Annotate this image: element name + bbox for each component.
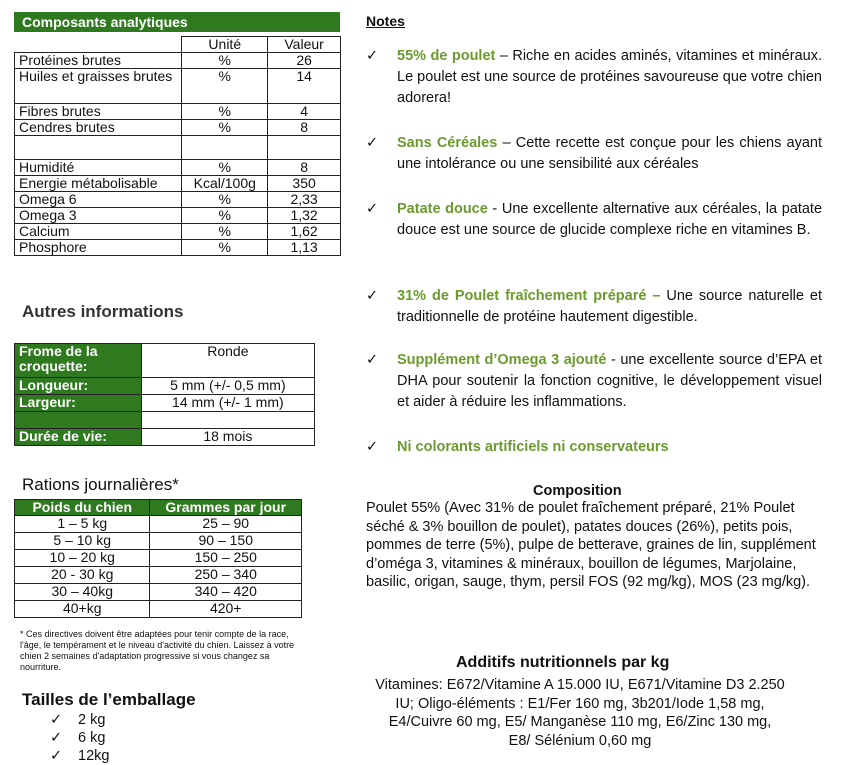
rations-table	[14, 499, 302, 618]
analytics-unit: %	[182, 224, 268, 240]
analytics-name: Cendres brutes	[15, 120, 182, 136]
info-value: 18 mois	[141, 429, 314, 446]
col-grams: Grammes par jour	[150, 500, 302, 516]
packaging-item	[50, 747, 109, 765]
analytics-value: 350	[268, 176, 341, 192]
analytics-name: Humidité	[15, 160, 182, 176]
ration-weight: 1 – 5 kg	[15, 516, 150, 533]
analytics-name: Fibres brutes	[15, 104, 182, 120]
packaging-size: 12kg	[78, 748, 110, 764]
analytics-name	[15, 136, 182, 160]
analytics-table	[14, 36, 341, 256]
rations-row	[15, 584, 302, 601]
analytics-row	[15, 160, 341, 176]
ration-weight: 30 – 40kg	[15, 584, 150, 601]
composition-title: Composition	[533, 483, 622, 499]
analytics-value: 1,62	[268, 224, 341, 240]
other-info-table	[14, 343, 315, 446]
analytics-unit	[182, 136, 268, 160]
ration-weight: 5 – 10 kg	[15, 533, 150, 550]
col-value: Valeur	[268, 37, 341, 53]
ration-grams: 90 – 150	[150, 533, 302, 550]
info-value: Ronde	[141, 344, 314, 378]
analytics-row	[15, 224, 341, 240]
analytics-name: Protéines brutes	[15, 53, 182, 69]
notes-title: Notes	[366, 13, 405, 29]
info-value: 14 mm (+/- 1 mm)	[141, 395, 314, 412]
analytics-value: 1,32	[268, 208, 341, 224]
analytics-unit: %	[182, 192, 268, 208]
analytics-row	[15, 208, 341, 224]
packaging-size: 2 kg	[78, 712, 106, 728]
check-icon: ✓	[366, 201, 379, 217]
note-highlight: 55% de poulet	[397, 48, 496, 64]
analytics-value: 14	[268, 69, 341, 104]
ration-weight: 10 – 20 kg	[15, 550, 150, 567]
ration-weight: 20 - 30 kg	[15, 567, 150, 584]
analytics-value	[268, 136, 341, 160]
analytics-value: 26	[268, 53, 341, 69]
check-icon: ✓	[366, 352, 379, 368]
analytics-row	[15, 104, 341, 120]
analytics-name: Omega 6	[15, 192, 182, 208]
check-icon: ✓	[50, 730, 63, 746]
info-label: Longueur:	[15, 378, 142, 395]
analytics-row	[15, 176, 341, 192]
note-body	[397, 133, 822, 175]
rations-row	[15, 550, 302, 567]
packaging-item	[50, 729, 109, 747]
packaging-item	[50, 711, 109, 729]
info-value	[141, 412, 314, 429]
analytics-row	[15, 136, 341, 160]
note-text: – Cette recette est conçue pour les chiens ayant une intolérance ou une sensibilité aux céréales	[397, 135, 822, 172]
analytics-row	[15, 192, 341, 208]
check-icon: ✓	[366, 48, 379, 64]
info-row	[15, 412, 315, 429]
analytics-unit: %	[182, 160, 268, 176]
rations-footnote: * Ces directives doivent être adaptées pour tenir compte de la race, l'âge, le tempérament et le niveau d'activité du chien. Laissez à votre chien 2 semaines d'adaptation progressive si vous changez sa nourriture.	[20, 629, 295, 672]
col-weight: Poids du chien	[15, 500, 150, 516]
rations-row	[15, 533, 302, 550]
check-icon: ✓	[366, 135, 379, 151]
packaging-title: Tailles de l’emballage	[22, 690, 196, 709]
additives-text	[330, 676, 830, 750]
note-item	[366, 199, 822, 241]
note-text: – Riche en acides aminés, vitamines et minéraux. Le poulet est une source de protéines savoureuse que votre chien adorera!	[397, 48, 822, 106]
note-text: - Une excellente alternative aux céréales, la patate douce est une source de glucide complexe riche en vitamines B.	[397, 201, 823, 238]
note-item	[366, 286, 822, 328]
ration-grams: 420+	[150, 601, 302, 618]
analytics-unit: %	[182, 240, 268, 256]
note-highlight: 31% de Poulet fraîchement préparé –	[397, 288, 661, 304]
analytics-unit: %	[182, 208, 268, 224]
note-item	[366, 46, 822, 109]
rations-title: Rations journalières*	[22, 475, 179, 494]
info-label: Durée de vie:	[15, 429, 142, 446]
check-icon: ✓	[50, 748, 63, 764]
ration-grams: 250 – 340	[150, 567, 302, 584]
note-text: - une excellente source d’EPA et DHA pour soutenir la fonction cognitive, le développement visuel et aider à réduire les inflammations.	[397, 352, 822, 410]
check-icon: ✓	[50, 712, 63, 728]
analytics-value: 2,33	[268, 192, 341, 208]
packaging-list	[50, 711, 109, 765]
analytics-name: Calcium	[15, 224, 182, 240]
analytics-name: Omega 3	[15, 208, 182, 224]
info-row	[15, 344, 315, 378]
ration-grams: 150 – 250	[150, 550, 302, 567]
analytics-row	[15, 120, 341, 136]
info-row	[15, 429, 315, 446]
note-item	[366, 437, 822, 458]
note-body	[397, 286, 822, 328]
additives-title: Additifs nutritionnels par kg	[456, 654, 670, 671]
note-highlight: Supplément d’Omega 3 ajouté	[397, 352, 607, 368]
analytics-row	[15, 69, 341, 104]
check-icon: ✓	[366, 288, 379, 304]
analytics-title-bar	[14, 12, 340, 32]
note-highlight: Ni colorants artificiels ni conservateurs	[397, 439, 669, 455]
analytics-value: 4	[268, 104, 341, 120]
info-row	[15, 395, 315, 412]
analytics-unit: %	[182, 69, 268, 104]
rations-header-row	[15, 500, 302, 516]
other-info-title: Autres informations	[22, 302, 184, 321]
analytics-unit: %	[182, 53, 268, 69]
note-body	[397, 350, 822, 413]
note-body	[397, 437, 822, 458]
info-label: Frome de la croquette:	[15, 344, 142, 378]
analytics-value: 1,13	[268, 240, 341, 256]
analytics-value: 8	[268, 160, 341, 176]
additives-line: IU; Oligo-éléments : E1/Fer 160 mg, 3b201/Iode 1,58 mg,	[395, 695, 765, 712]
analytics-row	[15, 240, 341, 256]
analytics-header-row	[15, 37, 341, 53]
analytics-unit: Kcal/100g	[182, 176, 268, 192]
info-label	[15, 412, 142, 429]
note-highlight: Sans Céréales	[397, 135, 498, 151]
additives-line: E4/Cuivre 60 mg, E5/ Manganèse 110 mg, E6/Zinc 130 mg,	[388, 714, 772, 730]
analytics-name: Phosphore	[15, 240, 182, 256]
note-body	[397, 46, 822, 109]
packaging-size: 6 kg	[78, 730, 106, 746]
analytics-value: 8	[268, 120, 341, 136]
ration-grams: 340 – 420	[150, 584, 302, 601]
note-item	[366, 133, 822, 175]
ration-grams: 25 – 90	[150, 516, 302, 533]
col-unit: Unité	[182, 37, 268, 53]
rations-row	[15, 516, 302, 533]
analytics-unit: %	[182, 120, 268, 136]
note-text: Une source naturelle et traditionnelle de protéine hautement digestible.	[397, 288, 823, 325]
check-icon: ✓	[366, 439, 379, 455]
info-label: Largeur:	[15, 395, 142, 412]
note-highlight: Patate douce	[397, 201, 488, 217]
analytics-row	[15, 53, 341, 69]
analytics-name: Energie métabolisable	[15, 176, 182, 192]
note-body	[397, 199, 822, 241]
rations-row	[15, 567, 302, 584]
rations-row	[15, 601, 302, 618]
note-item	[366, 350, 822, 413]
analytics-title: Composants analytiques	[22, 14, 188, 30]
composition-text: Poulet 55% (Avec 31% de poulet fraîchement préparé, 21% Poulet séché & 3% bouillon de poulet), patates douces (26%), petits pois, pommes de terre (5%), pulpe de betterave, graines de lin, supplément d’oméga 3, vitamines & minéraux, bouillon de légumes, Marjolaine, basilic, origan, sauge, thym, persil FOS (92 mg/kg), MOS (23 mg/kg).	[366, 500, 816, 590]
additives-line: Vitamines: E672/Vitamine A 15.000 IU, E671/Vitamine D3 2.250	[375, 677, 785, 693]
analytics-unit: %	[182, 104, 268, 120]
ration-weight: 40+kg	[15, 601, 150, 618]
info-value: 5 mm (+/- 0,5 mm)	[141, 378, 314, 395]
additives-line: E8/ Sélénium 0,60 mg	[508, 732, 652, 749]
analytics-name: Huiles et graisses brutes	[15, 69, 182, 104]
info-row	[15, 378, 315, 395]
